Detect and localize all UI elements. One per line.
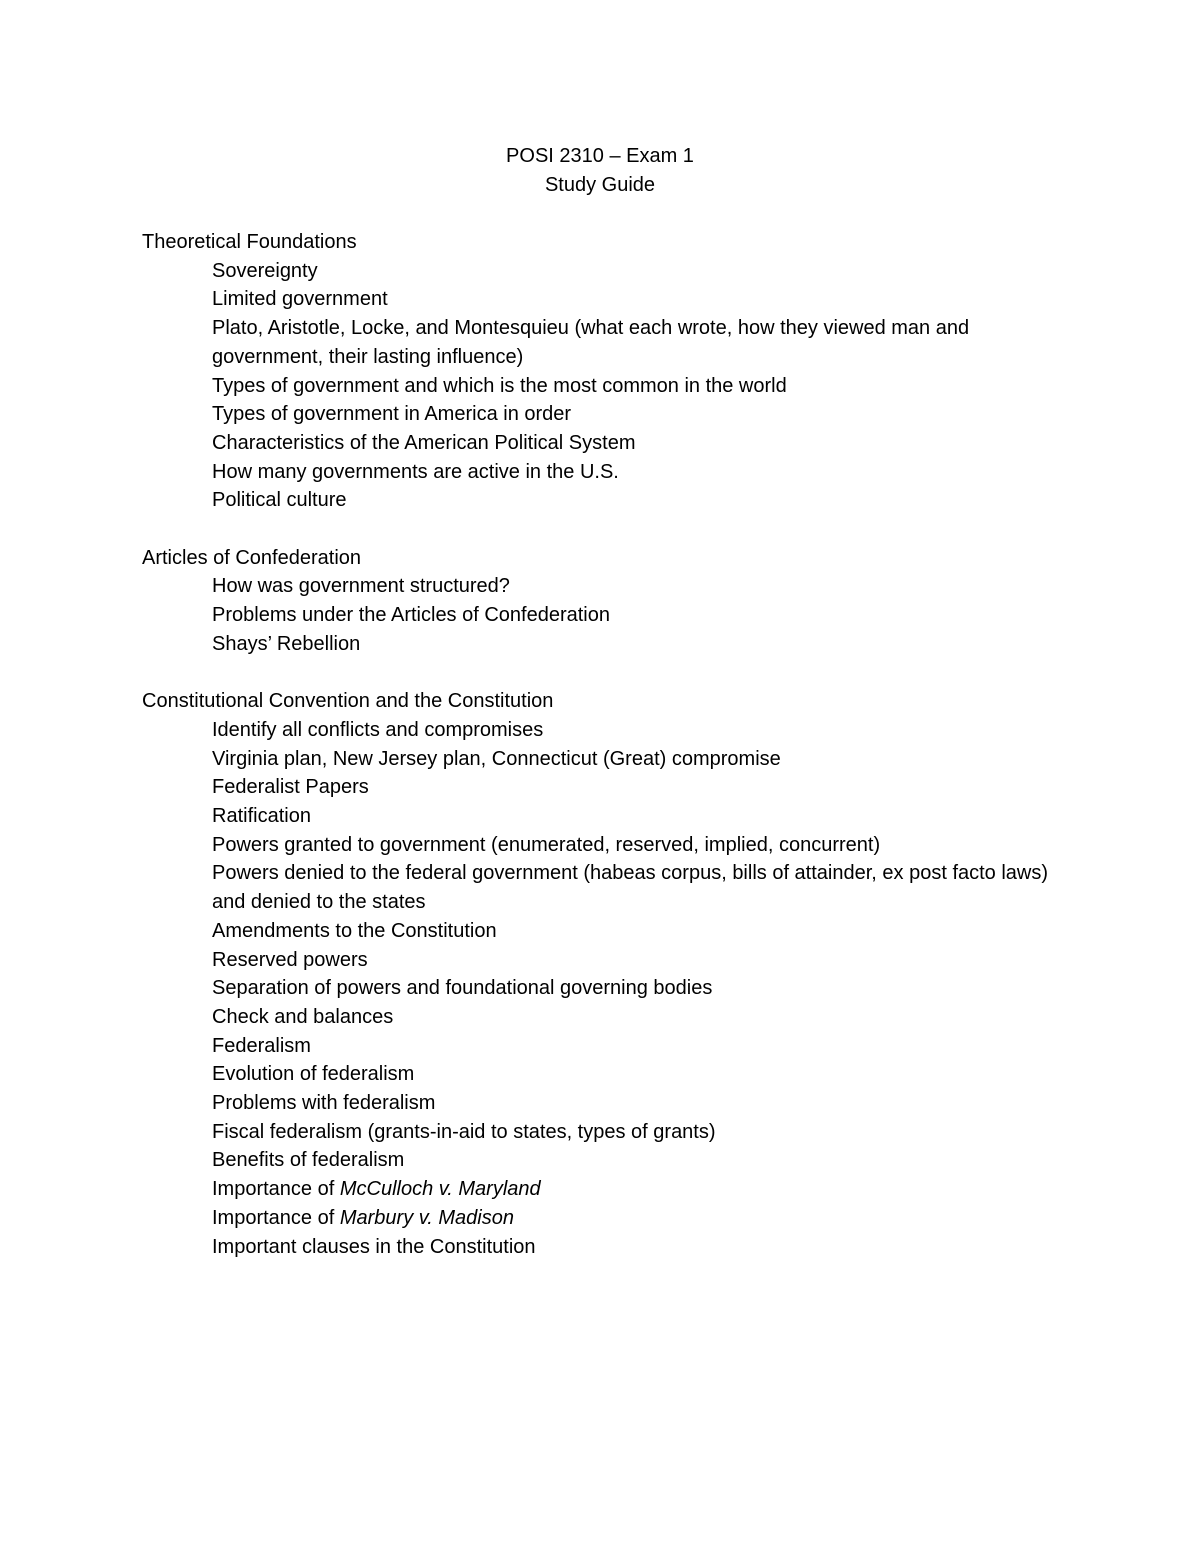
topic-prefix: Importance of [212,1206,340,1229]
topic-item: Separation of powers and foundational governing bodies [212,977,713,1000]
topic-item: Shays’ Rebellion [212,632,361,655]
topic-item: Check and balances [212,1005,394,1028]
topic-item: How was government structured? [212,575,510,598]
topic-item: Problems under the Articles of Confederation [212,604,610,627]
section-heading: Articles of Confederation [142,546,362,569]
topic-item: How many governments are active in the U.S. [212,460,619,483]
topic-item: Limited government [212,288,388,311]
section-articles-of-confederation [142,544,1072,659]
section-theoretical-foundations [142,228,1072,515]
topic-item: Types of government and which is the most common in the world [212,374,787,397]
topic-item: Reserved powers [212,948,368,971]
topic-item: Ratification [212,805,311,828]
topic-item: Plato, Aristotle, Locke, and Montesquieu (what each wrote, how they viewed man and government, their lasting influence) [212,317,970,368]
section-heading: Constitutional Convention and the Constitution [142,690,554,713]
topic-item-marbury [212,1204,1072,1233]
topic-item: Problems with federalism [212,1092,436,1115]
topic-item: Types of government in America in order [212,403,572,426]
topic-item: Sovereignty [212,259,318,282]
case-name-marbury: Marbury v. Madison [339,1206,514,1229]
topic-item: Important clauses in the Constitution [212,1235,536,1258]
topic-list [142,572,1072,658]
topic-item: Powers granted to government (enumerated, reserved, implied, concurrent) [212,833,881,856]
study-guide-content [142,228,1072,1290]
topic-item: Identify all conflicts and compromises [212,718,544,741]
topic-item: Federalist Papers [212,776,369,799]
topic-item: Amendments to the Constitution [212,919,497,942]
topic-prefix: Importance of [212,1178,340,1201]
topic-item: Political culture [212,489,347,512]
topic-item-mcculloch [212,1175,1072,1204]
document-title: POSI 2310 – Exam 1 [506,145,694,167]
topic-item: Characteristics of the American Political System [212,431,636,454]
topic-item: Fiscal federalism (grants-in-aid to states, types of grants) [212,1120,716,1143]
document-subtitle: Study Guide [544,174,656,196]
topic-item: Benefits of federalism [212,1149,405,1172]
topic-item: Powers denied to the federal government (habeas corpus, bills of attainder, ex post facto laws) and denied to the states [212,862,1049,914]
topic-item: Federalism [212,1034,311,1057]
topic-item: Virginia plan, New Jersey plan, Connecticut (Great) compromise [212,747,781,770]
case-name-mcculloch: McCulloch v. Maryland [339,1178,541,1201]
document-title-block [0,142,1200,200]
topic-list [142,257,1072,515]
section-constitutional-convention [142,687,1072,1261]
section-heading: Theoretical Foundations [142,231,357,253]
topic-list [142,716,1072,1261]
topic-item: Evolution of federalism [212,1063,415,1086]
